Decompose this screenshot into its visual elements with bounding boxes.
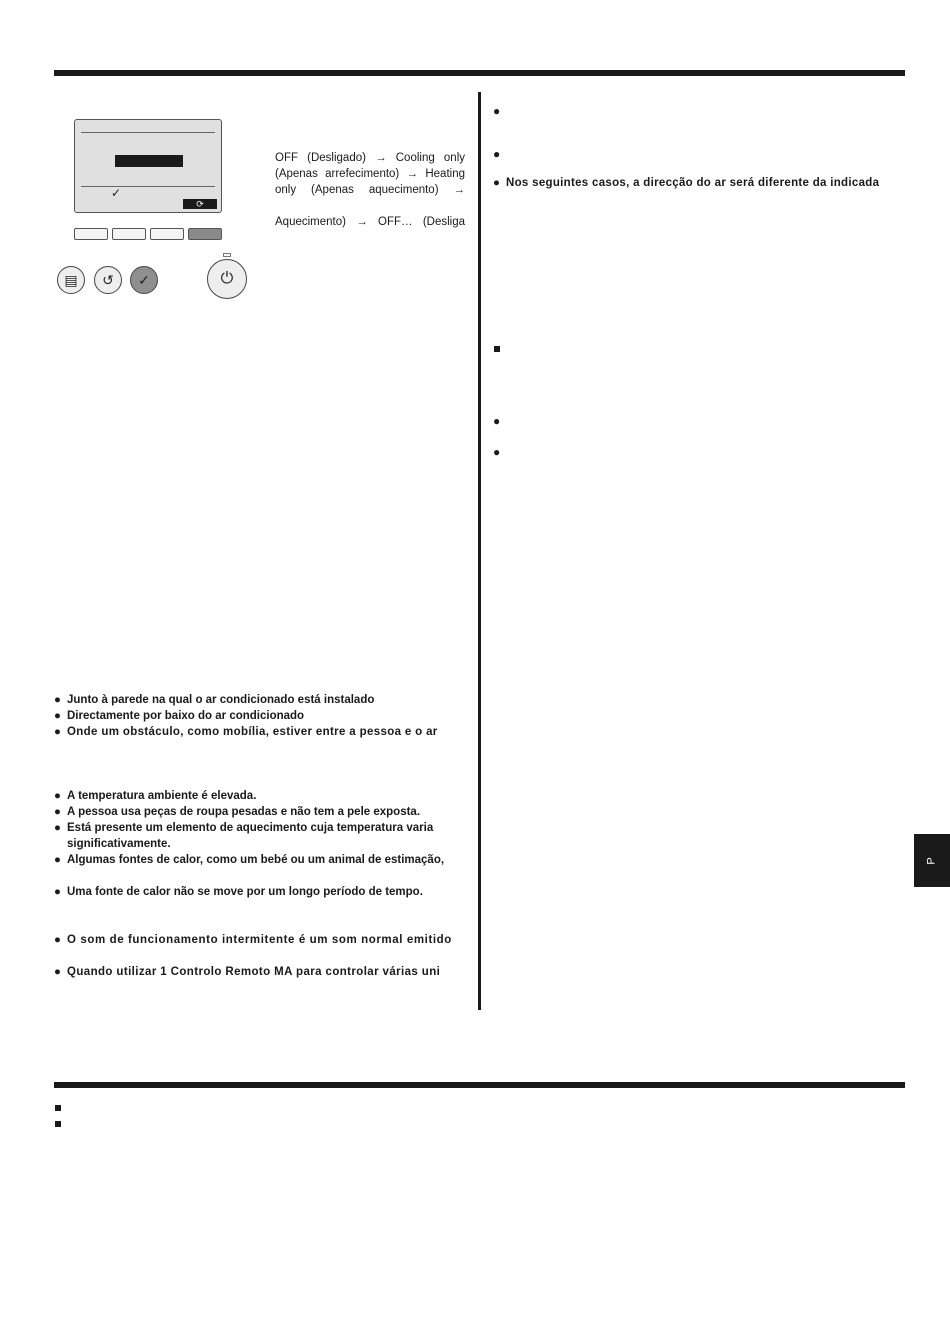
power-button-icon[interactable]: ⏻ (207, 259, 247, 299)
function-key-f1[interactable] (74, 228, 108, 240)
cycle-line: OFF (Desligado) → Cooling only (275, 152, 465, 164)
lcd-line (81, 186, 215, 187)
list-item: ● Nos seguintes casos, a direcção do ar será diferente da indicada (493, 177, 880, 189)
list-item: ● Directamente por baixo do ar condicionado (54, 710, 305, 722)
bullet-marker: ● (493, 445, 501, 459)
bullet-marker: ● (493, 147, 501, 161)
function-key-f4[interactable] (188, 228, 222, 240)
list-item: ● O som de funcionamento intermitente é um som normal emitido (54, 934, 452, 946)
bullet-marker: ● (493, 104, 501, 118)
lcd-rotate-icon: ⟳ (183, 199, 217, 209)
top-rule (54, 70, 905, 76)
function-key-f2[interactable] (112, 228, 146, 240)
return-button-icon[interactable]: ↺ (94, 266, 122, 294)
cycle-line (275, 198, 465, 214)
bottom-rule (54, 1082, 905, 1088)
lcd-line (81, 132, 215, 133)
square-bullet-marker (55, 1105, 61, 1111)
list-item: ● Quando utilizar 1 Controlo Remoto MA para controlar várias uni (54, 966, 441, 978)
side-section-tab: P (914, 834, 950, 887)
bullet-marker: ● (493, 414, 501, 428)
power-led (223, 253, 231, 257)
list-item: ● Está presente um elemento de aquecimento cuja temperatura varia (54, 822, 434, 834)
lcd-highlight-bar (115, 155, 183, 167)
list-item: ● Junto à parede na qual o ar condicionado está instalado (54, 694, 375, 706)
remote-lcd-screen (74, 119, 222, 213)
list-item: ● Uma fonte de calor não se move por um longo período de tempo. (54, 886, 423, 898)
menu-button-icon[interactable]: ▤ (57, 266, 85, 294)
mode-cycle-text (275, 150, 465, 230)
list-item-continuation: significativamente. (67, 838, 171, 850)
function-key-f3[interactable] (150, 228, 184, 240)
list-item: ● Onde um obstáculo, como mobília, estiver entre a pessoa e o ar (54, 726, 438, 738)
cycle-line: only (Apenas aquecimento) → (275, 184, 465, 196)
cycle-line: Aquecimento) → OFF… (Desliga (275, 216, 465, 228)
list-item: ● A temperatura ambiente é elevada. (54, 790, 257, 802)
cycle-line: (Apenas arrefecimento) → Heating (275, 168, 465, 180)
square-bullet-marker (494, 346, 500, 352)
select-button-icon[interactable]: ✓ (130, 266, 158, 294)
column-divider (478, 92, 481, 1010)
list-item: ● A pessoa usa peças de roupa pesadas e não tem a pele exposta. (54, 806, 421, 818)
list-item: ● Algumas fontes de calor, como um bebé ou um animal de estimação, (54, 854, 445, 866)
lcd-check-icon: ✓ (111, 186, 122, 200)
square-bullet-marker (55, 1121, 61, 1127)
